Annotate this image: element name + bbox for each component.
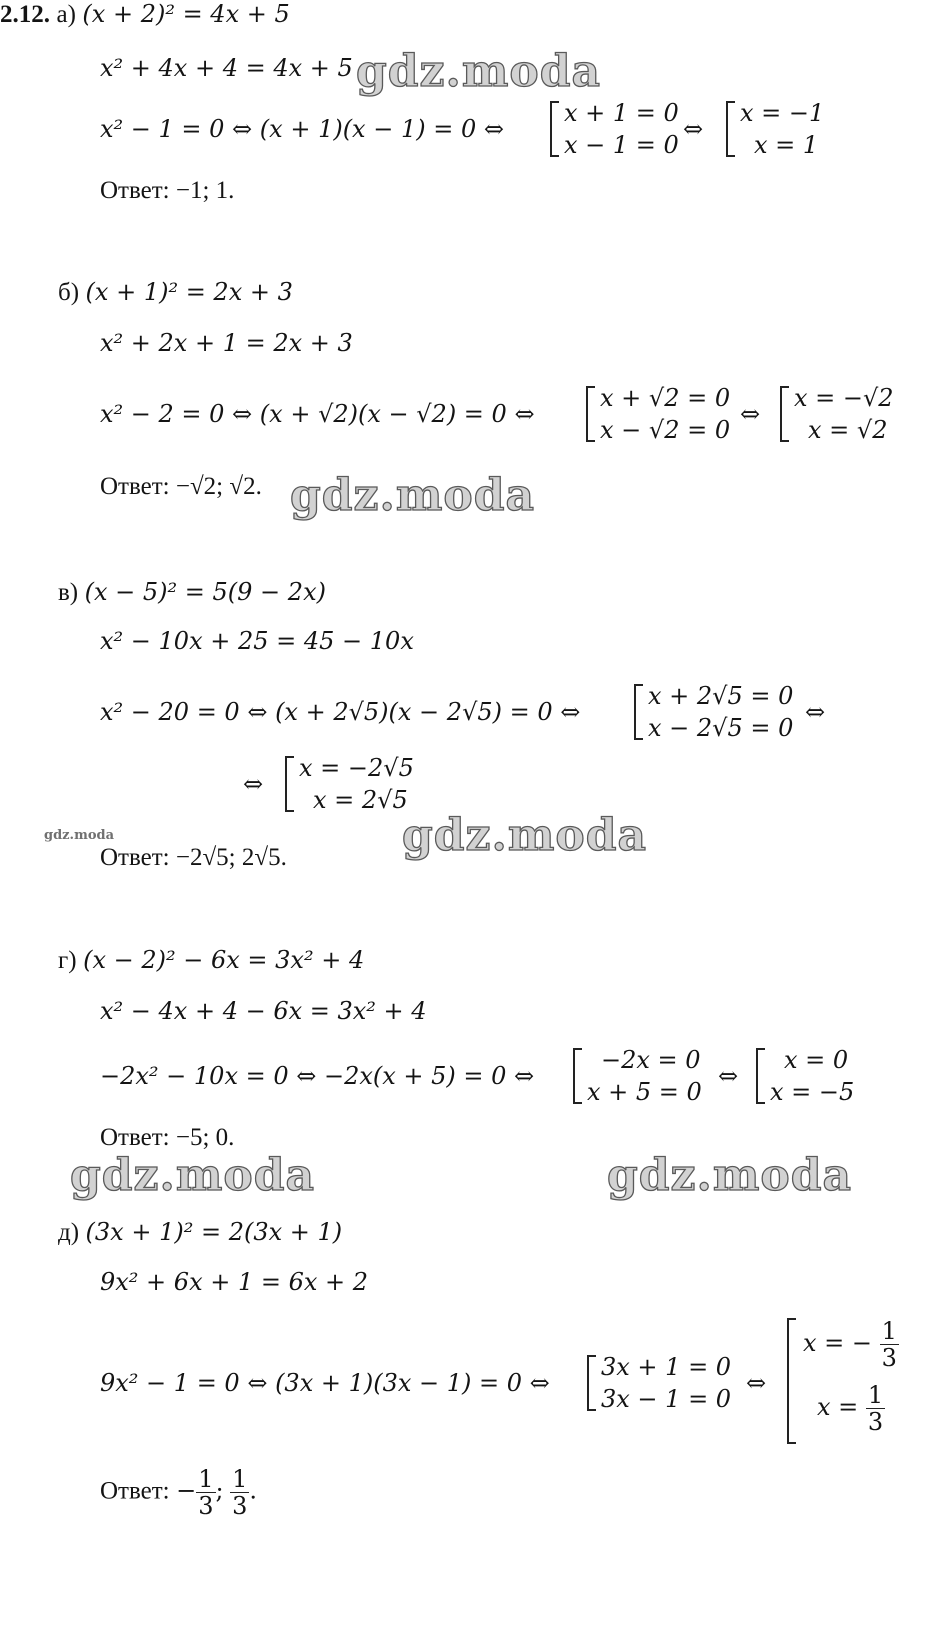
equation: (x − 5)² = 5(9 − 2x) [84, 578, 326, 606]
step-2: 9x² − 1 = 0 ⇔ (3x + 1)(3x − 1) = 0 ⇔ [100, 1369, 550, 1397]
part-marker: г) [58, 947, 77, 974]
watermark: gdz.moda [356, 46, 602, 97]
watermark: gdz.moda [402, 810, 648, 861]
equiv-sign: ⇔ [243, 770, 264, 798]
watermark: gdz.moda [70, 1150, 316, 1201]
denominator: 3 [198, 1492, 214, 1520]
part-b-header [58, 276, 293, 309]
system-row: x + 2√5 = 0 [648, 682, 794, 710]
answer: Ответ: −5; 0. [100, 1124, 235, 1151]
part-c-header [58, 576, 326, 609]
system-row: −2x = 0 [601, 1046, 701, 1074]
equation: (x + 2)² = 4x + 5 [82, 0, 290, 28]
separator: . [249, 1476, 258, 1505]
bracket [550, 101, 559, 157]
step-1: x² − 4x + 4 − 6x = 3x² + 4 [100, 997, 427, 1025]
part-a-header [0, 0, 290, 31]
bracket [586, 386, 595, 442]
part-d-header [58, 944, 364, 977]
fraction [196, 1466, 215, 1519]
lhs: x = [817, 1393, 859, 1421]
part-marker: в) [58, 579, 79, 606]
system-row: x = 2√5 [313, 786, 408, 814]
fraction [866, 1382, 885, 1435]
system-1 [573, 1044, 702, 1108]
sign: − [851, 1329, 873, 1357]
system-2 [780, 382, 894, 446]
system-2 [726, 97, 824, 161]
system-2 [285, 752, 414, 816]
part-marker: д) [58, 1219, 80, 1246]
step-1: x² − 10x + 25 = 45 − 10x [100, 627, 414, 655]
equiv-sign: ⇔ [746, 1369, 767, 1397]
equiv-sign: ⇔ [683, 115, 704, 143]
watermark-small: gdz.moda [44, 828, 115, 843]
system-row: x − 1 = 0 [564, 131, 679, 159]
system-row: x + 5 = 0 [587, 1078, 702, 1106]
system-row: x = √2 [808, 416, 888, 444]
lhs: x = [803, 1329, 845, 1357]
system-row: x − 2√5 = 0 [648, 714, 794, 742]
bracket [285, 756, 294, 812]
system-row [803, 1318, 899, 1371]
system-row: 3x + 1 = 0 [601, 1353, 732, 1381]
system-1 [550, 97, 679, 161]
answer: Ответ: −2√5; 2√5. [100, 844, 287, 871]
system-row: x = −√2 [794, 384, 894, 412]
sign: − [176, 1476, 197, 1505]
part-marker: а) [56, 1, 76, 28]
bracket [780, 386, 789, 442]
numerator: 1 [867, 1381, 884, 1409]
system-row: x + √2 = 0 [600, 384, 731, 412]
answer-label: Ответ: [100, 1477, 170, 1505]
equiv-sign: ⇔ [740, 400, 761, 428]
equation: (x − 2)² − 6x = 3x² + 4 [83, 946, 365, 974]
step-1: 9x² + 6x + 1 = 6x + 2 [100, 1268, 369, 1296]
part-marker: б) [58, 279, 80, 306]
step-2: −2x² − 10x = 0 ⇔ −2x(x + 5) = 0 ⇔ [100, 1062, 535, 1090]
system-row: x = −5 [770, 1078, 855, 1106]
fraction [230, 1466, 249, 1519]
fraction [880, 1318, 899, 1371]
bracket [756, 1048, 765, 1104]
system-row: x = −1 [740, 99, 825, 127]
numerator: 1 [881, 1317, 897, 1345]
system-row: x = −2√5 [299, 754, 414, 782]
system-1 [587, 1351, 731, 1415]
system-row [817, 1382, 885, 1435]
equation: (x + 1)² = 2x + 3 [85, 278, 293, 306]
system-1 [634, 680, 793, 744]
denominator: 3 [232, 1492, 248, 1520]
denominator: 3 [881, 1344, 897, 1372]
denominator: 3 [867, 1408, 884, 1436]
system-row: 3x − 1 = 0 [601, 1385, 732, 1413]
system-row: x + 1 = 0 [564, 99, 679, 127]
numerator: 1 [232, 1465, 248, 1493]
separator: ; [215, 1476, 224, 1505]
system-2 [787, 1318, 931, 1444]
part-e-header [58, 1216, 342, 1249]
equation: (3x + 1)² = 2(3x + 1) [85, 1218, 343, 1246]
bracket [634, 684, 643, 740]
system-row: x = 0 [784, 1046, 849, 1074]
bracket [587, 1355, 596, 1411]
bracket [787, 1318, 796, 1444]
step-2: x² − 20 = 0 ⇔ (x + 2√5)(x − 2√5) = 0 ⇔ [100, 698, 581, 726]
equiv-sign: ⇔ [805, 698, 826, 726]
watermark: gdz.moda [290, 470, 536, 521]
system-row: x − √2 = 0 [600, 416, 731, 444]
problem-number: 2.12. [0, 1, 50, 28]
step-2: x² − 1 = 0 ⇔ (x + 1)(x − 1) = 0 ⇔ [100, 115, 504, 143]
system-2 [756, 1044, 854, 1108]
bracket [573, 1048, 582, 1104]
answer: Ответ: −√2; √2. [100, 473, 262, 500]
step-1: x² + 2x + 1 = 2x + 3 [100, 329, 353, 357]
step-1: x² + 4x + 4 = 4x + 5 [100, 54, 353, 82]
numerator: 1 [198, 1465, 214, 1493]
equiv-sign: ⇔ [718, 1062, 739, 1090]
answer: Ответ: −1; 1. [100, 177, 235, 204]
bracket [726, 101, 735, 157]
watermark: gdz.moda [607, 1150, 853, 1201]
step-2: x² − 2 = 0 ⇔ (x + √2)(x − √2) = 0 ⇔ [100, 400, 535, 428]
system-1 [586, 382, 730, 446]
answer [100, 1466, 257, 1519]
system-row: x = 1 [754, 131, 819, 159]
